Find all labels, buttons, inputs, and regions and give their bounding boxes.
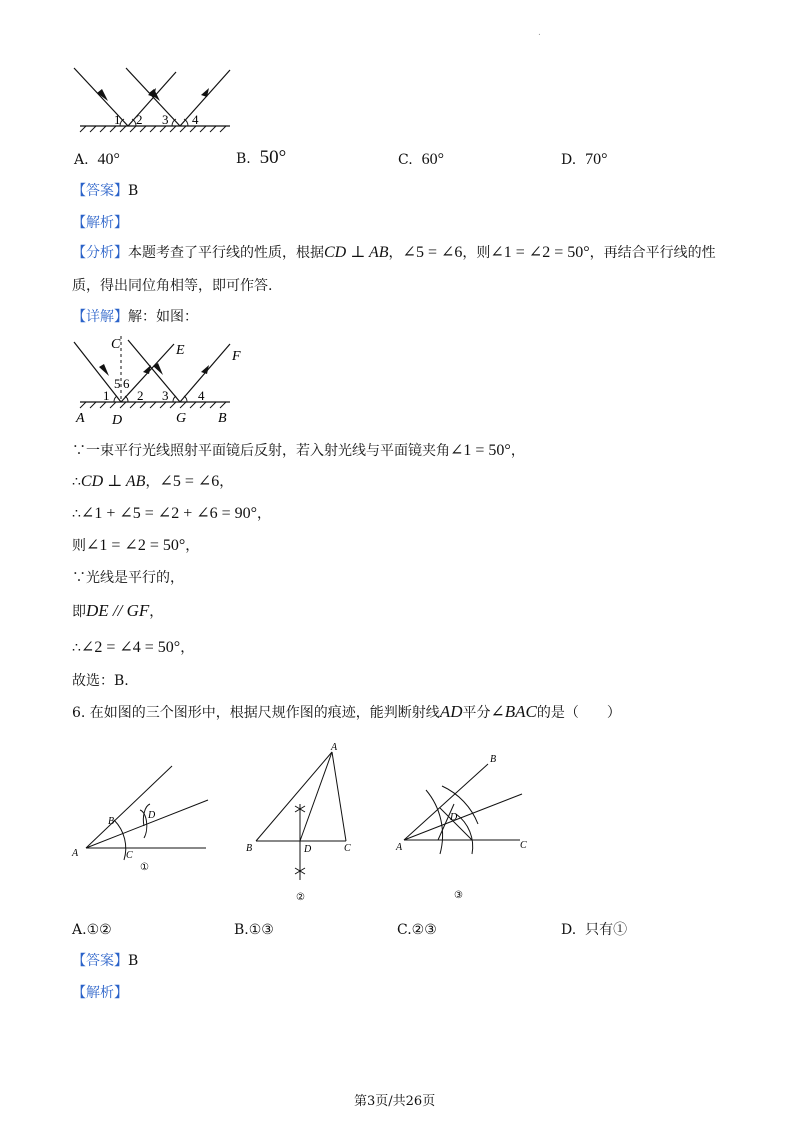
label-C: C bbox=[111, 337, 121, 352]
angle-label-4: 4 bbox=[192, 112, 199, 127]
construction-figure-1 bbox=[68, 760, 218, 872]
q6-option-a[interactable]: A.①② bbox=[72, 922, 112, 938]
label-F: F bbox=[232, 349, 241, 364]
f1-caption: ① bbox=[140, 862, 149, 872]
angle-label-4b: 4 bbox=[198, 388, 205, 403]
page-footer: 第3页/共26页 bbox=[354, 1094, 436, 1109]
f1-label-D: D bbox=[148, 810, 156, 821]
q6-analysis-heading: 【解析】 bbox=[72, 985, 128, 1001]
angle-label-1b: 1 bbox=[103, 388, 110, 403]
f2-label-A: A bbox=[331, 742, 338, 753]
angle-label-6: 6 bbox=[123, 376, 130, 391]
angle-label-1: 1 bbox=[114, 112, 121, 127]
f1-label-C: C bbox=[126, 850, 133, 861]
step-2: ∴CD ⊥ AB，∠5 = ∠6， bbox=[72, 473, 234, 490]
q5-option-a[interactable]: A. 40° bbox=[74, 151, 120, 168]
q6-stem: 6. 在如图的三个图形中，根据尺规作图的痕迹，能判断射线AD平分∠BAC的是（ ） bbox=[72, 702, 621, 721]
q5-answer: 【答案】B bbox=[72, 183, 139, 199]
f3-caption: ③ bbox=[454, 890, 463, 901]
step-1: ∵一束平行光线照射平面镜后反射，若入射光线与平面镜夹角∠1 = 50°， bbox=[72, 442, 525, 459]
q5-option-d[interactable]: D. 70° bbox=[561, 151, 608, 168]
f3-label-D: D bbox=[450, 812, 458, 823]
q5-analysis-heading: 【解析】 bbox=[72, 215, 128, 231]
step-6: 即DE // GF， bbox=[72, 601, 164, 620]
q6-option-d[interactable]: D. 只有① bbox=[561, 922, 628, 938]
f2-label-D: D bbox=[304, 844, 312, 855]
q5-detail-heading: 【详解】解：如图： bbox=[72, 309, 198, 325]
construction-figure-3 bbox=[392, 752, 542, 902]
f2-caption: ② bbox=[296, 892, 305, 903]
q6-answer: 【答案】B bbox=[72, 953, 139, 969]
angle-label-3b: 3 bbox=[162, 388, 169, 403]
q5-fenxi-line1: 【分析】本题考查了平行线的性质，根据CD ⊥ AB，∠5 = ∠6，则∠1 = ∠2 = 50°，再结合平行线的性 bbox=[72, 244, 716, 261]
f2-label-C: C bbox=[344, 843, 351, 854]
label-E: E bbox=[176, 343, 185, 358]
q6-option-c[interactable]: C.②③ bbox=[397, 922, 437, 938]
label-D: D bbox=[112, 413, 123, 428]
q5-option-b[interactable]: B. 50° bbox=[236, 147, 287, 168]
mirror-figure-2 bbox=[70, 334, 260, 430]
f3-label-A: A bbox=[396, 842, 403, 853]
angle-label-2b: 2 bbox=[137, 388, 144, 403]
f3-label-C: C bbox=[520, 840, 527, 851]
angle-label-5: 5 bbox=[114, 376, 121, 391]
f2-label-B: B bbox=[246, 843, 253, 854]
q5-fenxi-line2: 质，得出同位角相等，即可作答. bbox=[72, 278, 273, 294]
angle-label-2: 2 bbox=[136, 112, 143, 127]
f1-label-B: B bbox=[108, 816, 115, 827]
corner-mark: . bbox=[538, 28, 541, 38]
step-5: ∵光线是平行的， bbox=[72, 570, 184, 586]
step-7: ∴∠2 = ∠4 = 50°， bbox=[72, 639, 195, 656]
step-4: 则∠1 = ∠2 = 50°， bbox=[72, 537, 200, 554]
q5-option-c[interactable]: C. 60° bbox=[398, 151, 444, 168]
angle-label-3: 3 bbox=[162, 112, 169, 127]
label-G: G bbox=[176, 411, 187, 426]
label-A: A bbox=[76, 411, 85, 426]
step-3: ∴∠1 + ∠5 = ∠2 + ∠6 = 90°， bbox=[72, 505, 272, 522]
mirror-figure-1 bbox=[70, 62, 240, 134]
step-8: 故选：B. bbox=[72, 673, 129, 689]
construction-figure-2 bbox=[240, 740, 364, 904]
f3-label-B: B bbox=[490, 754, 497, 765]
label-B: B bbox=[218, 411, 227, 426]
f1-label-A: A bbox=[72, 848, 79, 859]
q6-option-b[interactable]: B.①③ bbox=[234, 922, 274, 938]
